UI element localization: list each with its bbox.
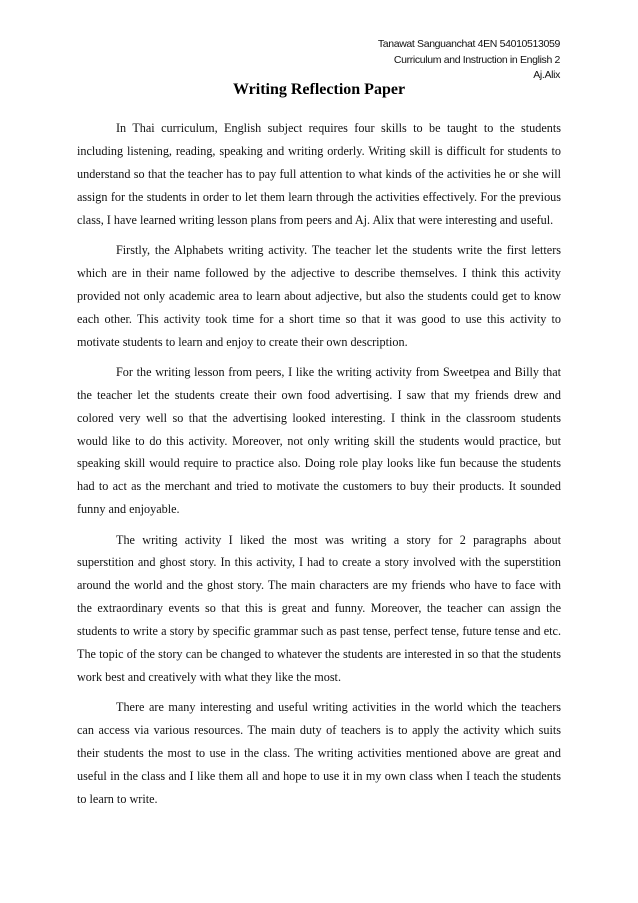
- paragraph: There are many interesting and useful writing activities in the world which the teachers can access via various resources. The main duty of teachers is to apply the activity which suits their students the most to use in the class. The writing activities mentioned above are great and useful in the class and I like them all and hope to use it in my own class when I teach the students to learn to write.: [77, 700, 561, 806]
- instructor-line: Aj.Alix: [533, 69, 560, 81]
- document-body: [77, 117, 561, 818]
- document-title: Writing Reflection Paper: [232, 81, 406, 98]
- author-line: Tanawat Sanguanchat 4EN 54010513059: [377, 38, 560, 50]
- paragraph: The writing activity I liked the most was writing a story for 2 paragraphs about superstition and ghost story. In this activity, I had to create a story involved with the superstition around the world and the ghost story. The main characters are my friends who have to face with the extraordinary events so that this is great and funny. Moreover, the teacher can assign the students to write a story by specific grammar such as past tense, perfect tense, future tense and etc. The topic of the story can be changed to whatever the students are interested in so that the students work best and creatively with what they like the most.: [77, 532, 561, 685]
- paragraph: Firstly, the Alphabets writing activity. The teacher let the students write the first letters which are in their name followed by the adjective to describe themselves. I think this activity provided not only academic area to learn about adjective, but also the students could get to know each other. This activity took time for a short time so that it was good to use this activity to motivate students to learn and enjoy to create their own description.: [77, 242, 561, 349]
- course-line: Curriculum and Instruction in English 2: [393, 53, 560, 66]
- paragraph: For the writing lesson from peers, I like the writing activity from Sweetpea and Billy that the teacher let the students create their own food advertising. I saw that my friends drew and colored very well so that the advertising looked interesting. I think in the classroom students would like to do this activity. Moreover, not only writing skill the students would practice, but speaking skill would require to practice also. Doing role play looks like fun because the students had to act as the merchant and tried to motivate the customers to buy their products. It sounded funny and enjoyable.: [77, 364, 561, 517]
- author-header: [378, 37, 560, 84]
- paragraph: In Thai curriculum, English subject requires four skills to be taught to the students including listening, reading, speaking and writing orderly. Writing skill is difficult for students to understand so that the teacher has to pay full attention to what kinds of the activities he or she will assign for the students in order to let them learn through the activities effectively. For the previous class, I have learned writing lesson plans from peers and Aj. Alix that were interesting and useful.: [77, 121, 561, 227]
